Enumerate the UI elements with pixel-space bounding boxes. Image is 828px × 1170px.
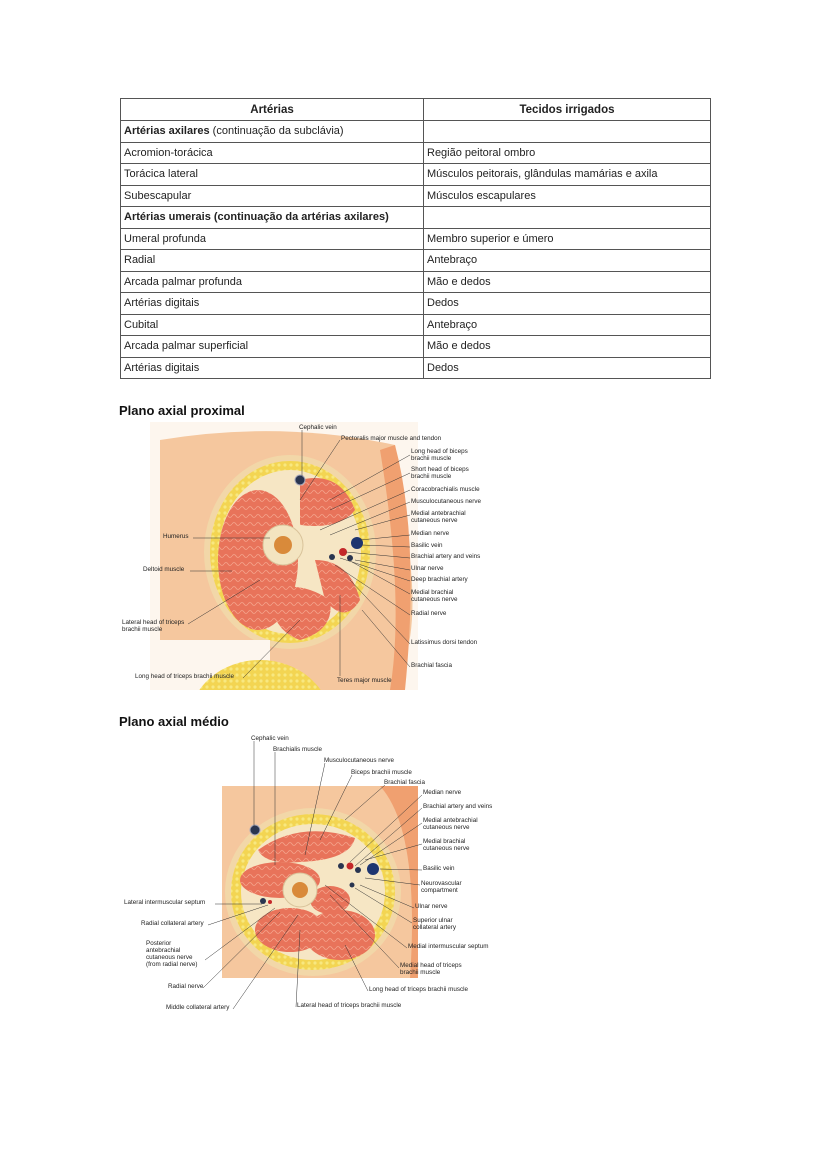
label-brachial-artery: Brachial artery and veins: [423, 803, 493, 810]
label-brachial-fascia: Brachial fascia: [384, 779, 425, 786]
artery-cell: Subescapular: [121, 185, 424, 207]
label-basilic-vein: Basilic vein: [423, 865, 455, 872]
artery-cell: Artérias digitais: [121, 357, 424, 379]
label-brachial-artery: Brachial artery and veins: [411, 553, 481, 560]
artery-cell: Arcada palmar superficial: [121, 336, 424, 358]
group-title: Artérias axilares: [124, 125, 210, 138]
label-biceps: Biceps brachii muscle: [351, 769, 412, 776]
label-musculocutaneous-nerve: Musculocutaneous nerve: [324, 757, 395, 764]
tissue-cell: Dedos: [424, 293, 711, 315]
label-basilic-vein: Basilic vein: [411, 542, 443, 549]
label-pectoralis-major: Pectoralis major muscle and tendon: [341, 435, 442, 442]
brachial-artery: [347, 863, 354, 870]
artery-cell: Artérias digitais: [121, 293, 424, 315]
label-ulnar-nerve: Ulnar nerve: [411, 565, 444, 572]
label-middle-collateral-artery: Middle collateral artery: [166, 1004, 230, 1011]
artery-cell: Cubital: [121, 314, 424, 336]
label-brachial-fascia: Brachial fascia: [411, 662, 452, 669]
label-medial-head-triceps: Medial head of triceps brachii muscle: [400, 962, 462, 976]
label-posterior-antebrachial: Posterior antebrachial cutaneous nerve (from radial nerve): [146, 940, 198, 968]
label-superior-ulnar-collateral: Superior ulnar collateral artery: [413, 917, 457, 931]
label-ulnar-nerve: Ulnar nerve: [415, 903, 448, 910]
brachial-artery: [339, 548, 347, 556]
label-radial-nerve: Radial nerve: [411, 610, 447, 617]
tissue-cell: Mão e dedos: [424, 271, 711, 293]
tissue-cell: Antebraço: [424, 314, 711, 336]
label-cephalic-vein: Cephalic vein: [299, 424, 337, 431]
label-short-head-biceps: Short head of biceps brachii muscle: [411, 466, 469, 480]
label-cephalic-vein: Cephalic vein: [251, 735, 289, 742]
label-median-nerve: Median nerve: [423, 789, 462, 796]
label-teres-major: Teres major muscle: [337, 677, 392, 684]
tissue-cell: Região peitoral ombro: [424, 142, 711, 164]
label-long-head-triceps: Long head of triceps brachii muscle: [135, 673, 235, 680]
tissue-cell: Antebraço: [424, 250, 711, 272]
label-musculocutaneous-nerve: Musculocutaneous nerve: [411, 498, 482, 505]
header-arterias: Artérias: [121, 99, 424, 121]
label-radial-collateral-artery: Radial collateral artery: [141, 920, 204, 927]
artery-cell: Acromion-torácica: [121, 142, 424, 164]
label-latissimus-dorsi: Latissimus dorsi tendon: [411, 639, 478, 646]
label-medial-antebrachial: Medial antebrachial cutaneous nerve: [423, 817, 478, 831]
artery-cell: Umeral profunda: [121, 228, 424, 250]
label-long-head-triceps: Long head of triceps brachii muscle: [369, 986, 469, 993]
label-deltoid: Deltoid muscle: [143, 566, 185, 573]
basilic-vein: [351, 537, 363, 549]
basilic-vein: [367, 863, 379, 875]
triceps-lateral-head: [255, 908, 325, 952]
group-note: (continuação da subclávia): [209, 125, 344, 138]
tissue-cell: Membro superior e úmero: [424, 228, 711, 250]
tissue-cell: Dedos: [424, 357, 711, 379]
label-medial-brachial-cutaneous: Medial brachial cutaneous nerve: [411, 589, 458, 603]
artery-cell: Radial: [121, 250, 424, 272]
tissue-cell: Músculos peitorais, glândulas mamárias e axila: [424, 164, 711, 186]
label-humerus: Humerus: [163, 533, 189, 540]
label-radial-nerve: Radial nerve: [168, 983, 204, 990]
label-deep-brachial-artery: Deep brachial artery: [411, 576, 468, 583]
label-median-nerve: Median nerve: [411, 530, 450, 537]
figure1-title: Plano axial proximal: [119, 403, 245, 418]
label-medial-intermuscular-septum: Medial intermuscular septum: [408, 943, 489, 950]
tissue-cell: Músculos escapulares: [424, 185, 711, 207]
label-lateral-head-triceps: Lateral head of triceps brachii muscle: [297, 1002, 402, 1009]
header-tecidos: Tecidos irrigados: [424, 99, 711, 121]
label-lateral-head-triceps: Lateral head of triceps brachii muscle: [122, 619, 185, 633]
group-title: Artérias umerais (continuação da artérias axilares): [124, 211, 389, 224]
label-medial-antebrachial: Medial antebrachial cutaneous nerve: [411, 510, 466, 524]
cephalic-vein: [295, 475, 305, 485]
tissue-cell: Mão e dedos: [424, 336, 711, 358]
label-neurovascular-compartment: Neurovascular compartment: [421, 880, 462, 894]
label-brachialis: Brachialis muscle: [273, 746, 322, 753]
label-lateral-intermuscular-septum: Lateral intermuscular septum: [124, 899, 206, 906]
artery-cell: Torácica lateral: [121, 164, 424, 186]
label-long-head-biceps: Long head of biceps brachii muscle: [411, 448, 468, 462]
cephalic-vein: [250, 825, 260, 835]
figure2-title: Plano axial médio: [119, 714, 229, 729]
label-coracobrachialis: Coracobrachialis muscle: [411, 486, 480, 493]
label-medial-brachial-cutaneous: Medial brachial cutaneous nerve: [423, 838, 470, 852]
artery-cell: Arcada palmar profunda: [121, 271, 424, 293]
